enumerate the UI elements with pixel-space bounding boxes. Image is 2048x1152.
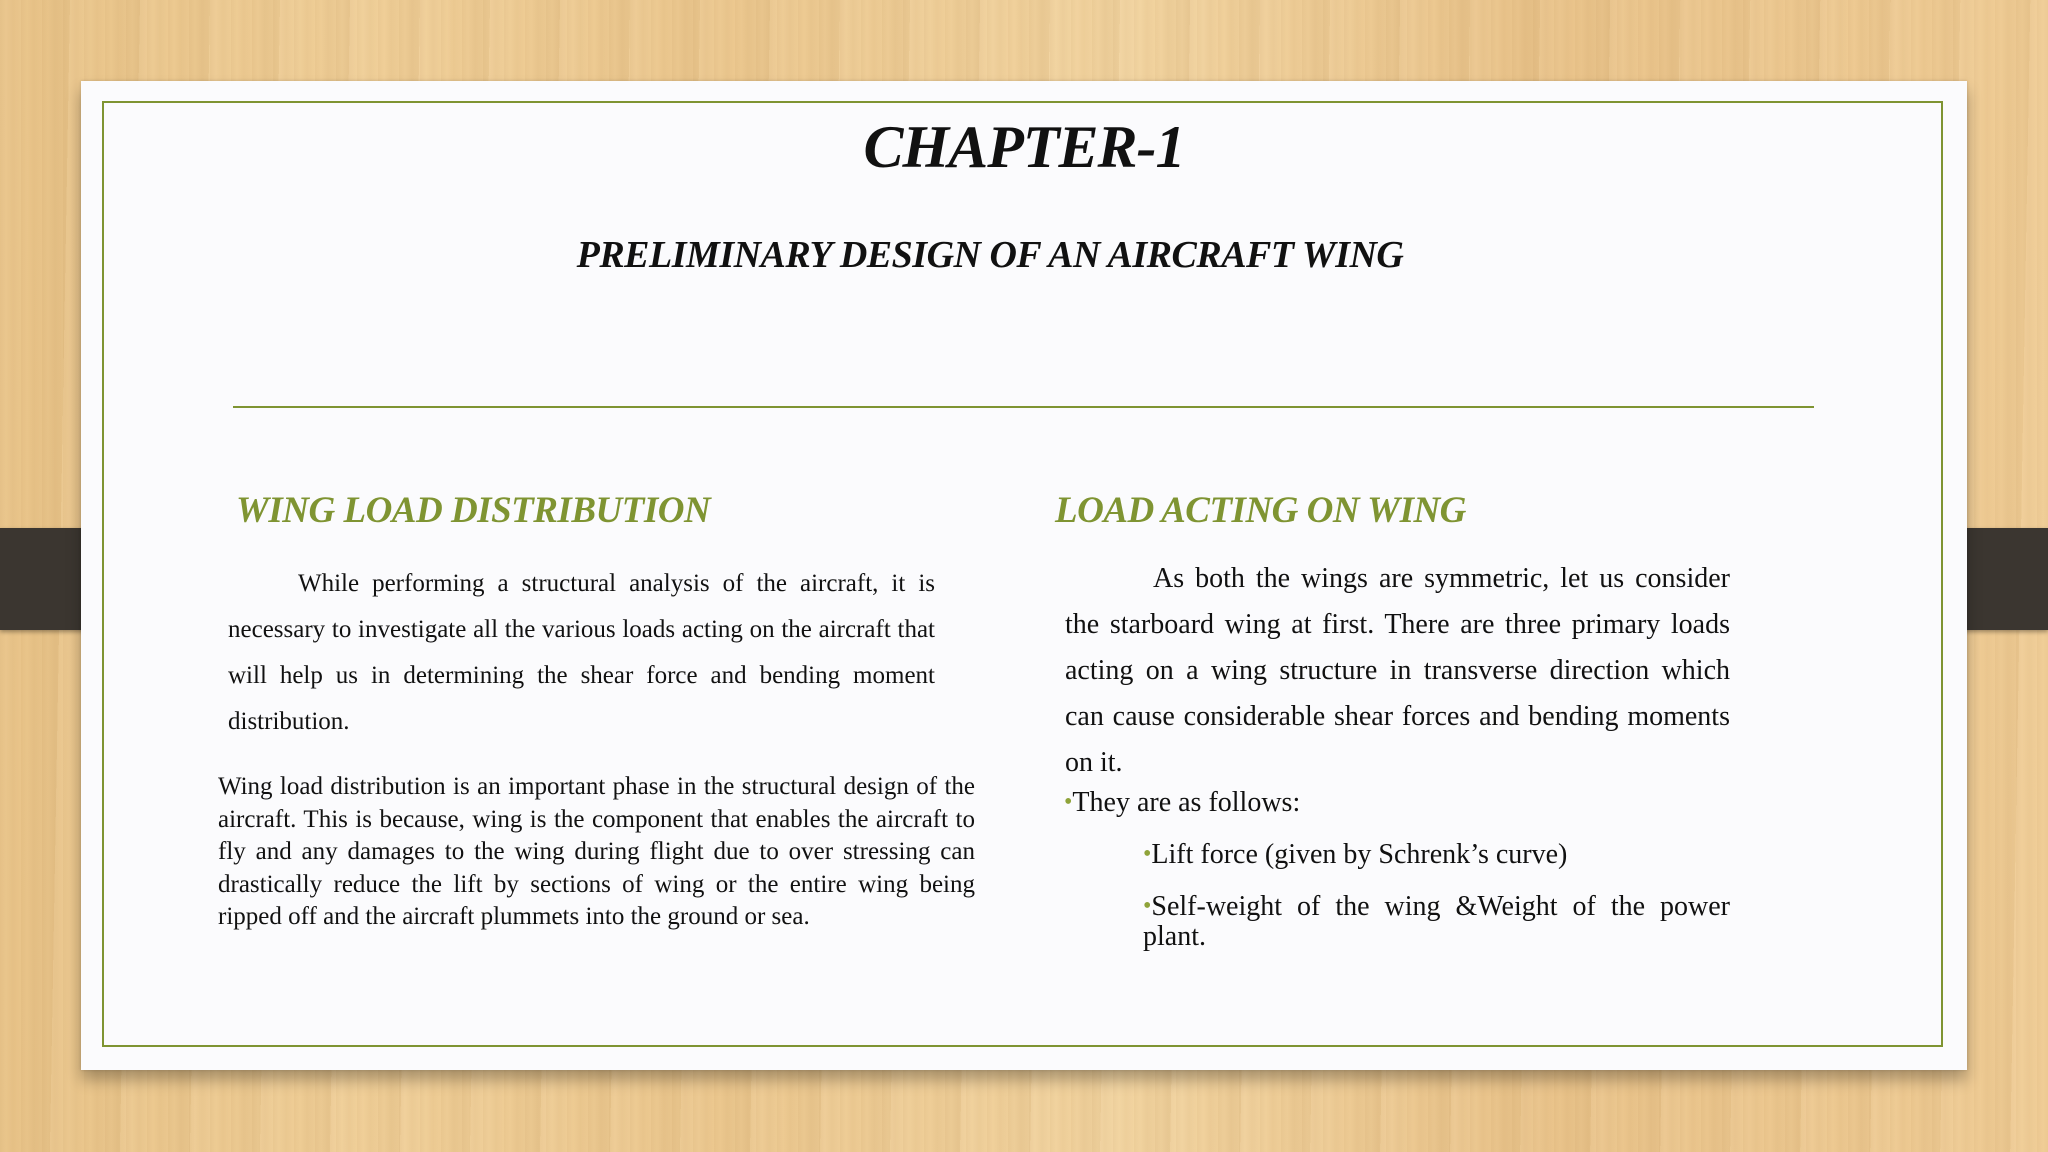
left-paragraph-1: While performing a structural analysis of the aircraft, it is necessary to investigate all the various loads acting on the aircraft that will help us in determining the shear force and bending moment distribution. xyxy=(228,570,935,735)
bullet-dot-icon: • xyxy=(1064,789,1073,815)
right-paragraph: As both the wings are symmetric, let us consider the starboard wing at first. There are three primary loads acting on a wing structure in transverse direction which can cause considerable shear forces and bending moments on it. xyxy=(1065,563,1730,778)
right-section-heading: LOAD ACTING ON WING xyxy=(1055,490,1466,531)
bullet-dot-icon: • xyxy=(1143,893,1152,919)
bullet-text: They are as follows: xyxy=(1072,787,1301,818)
slide-subtitle: PRELIMINARY DESIGN OF AN AIRCRAFT WING xyxy=(576,234,1404,276)
slide-title: CHAPTER-1 xyxy=(863,114,1185,180)
title-divider xyxy=(233,406,1814,408)
slide xyxy=(81,81,1967,1070)
sub-bullet-text: Lift force (given by Schrenk’s curve) xyxy=(1151,839,1568,870)
left-section-heading: WING LOAD DISTRIBUTION xyxy=(236,490,711,531)
bullet-dot-icon: • xyxy=(1143,841,1152,867)
sub-bullet-item xyxy=(1143,839,1567,871)
sub-bullet-text: Self-weight of the wing &Weight of the power plant. xyxy=(1143,891,1730,952)
bullet-item xyxy=(1064,787,1300,819)
sub-bullet-item xyxy=(1143,891,1730,952)
left-paragraph-2: Wing load distribution is an important phase in the structural design of the aircraft. This is because, wing is the component that enables the aircraft to fly and any damages to the wing during flight due to over stressing can drastically reduce the lift by sections of wing or the entire wing being ripped off and the aircraft plummets into the ground or sea. xyxy=(218,773,975,930)
